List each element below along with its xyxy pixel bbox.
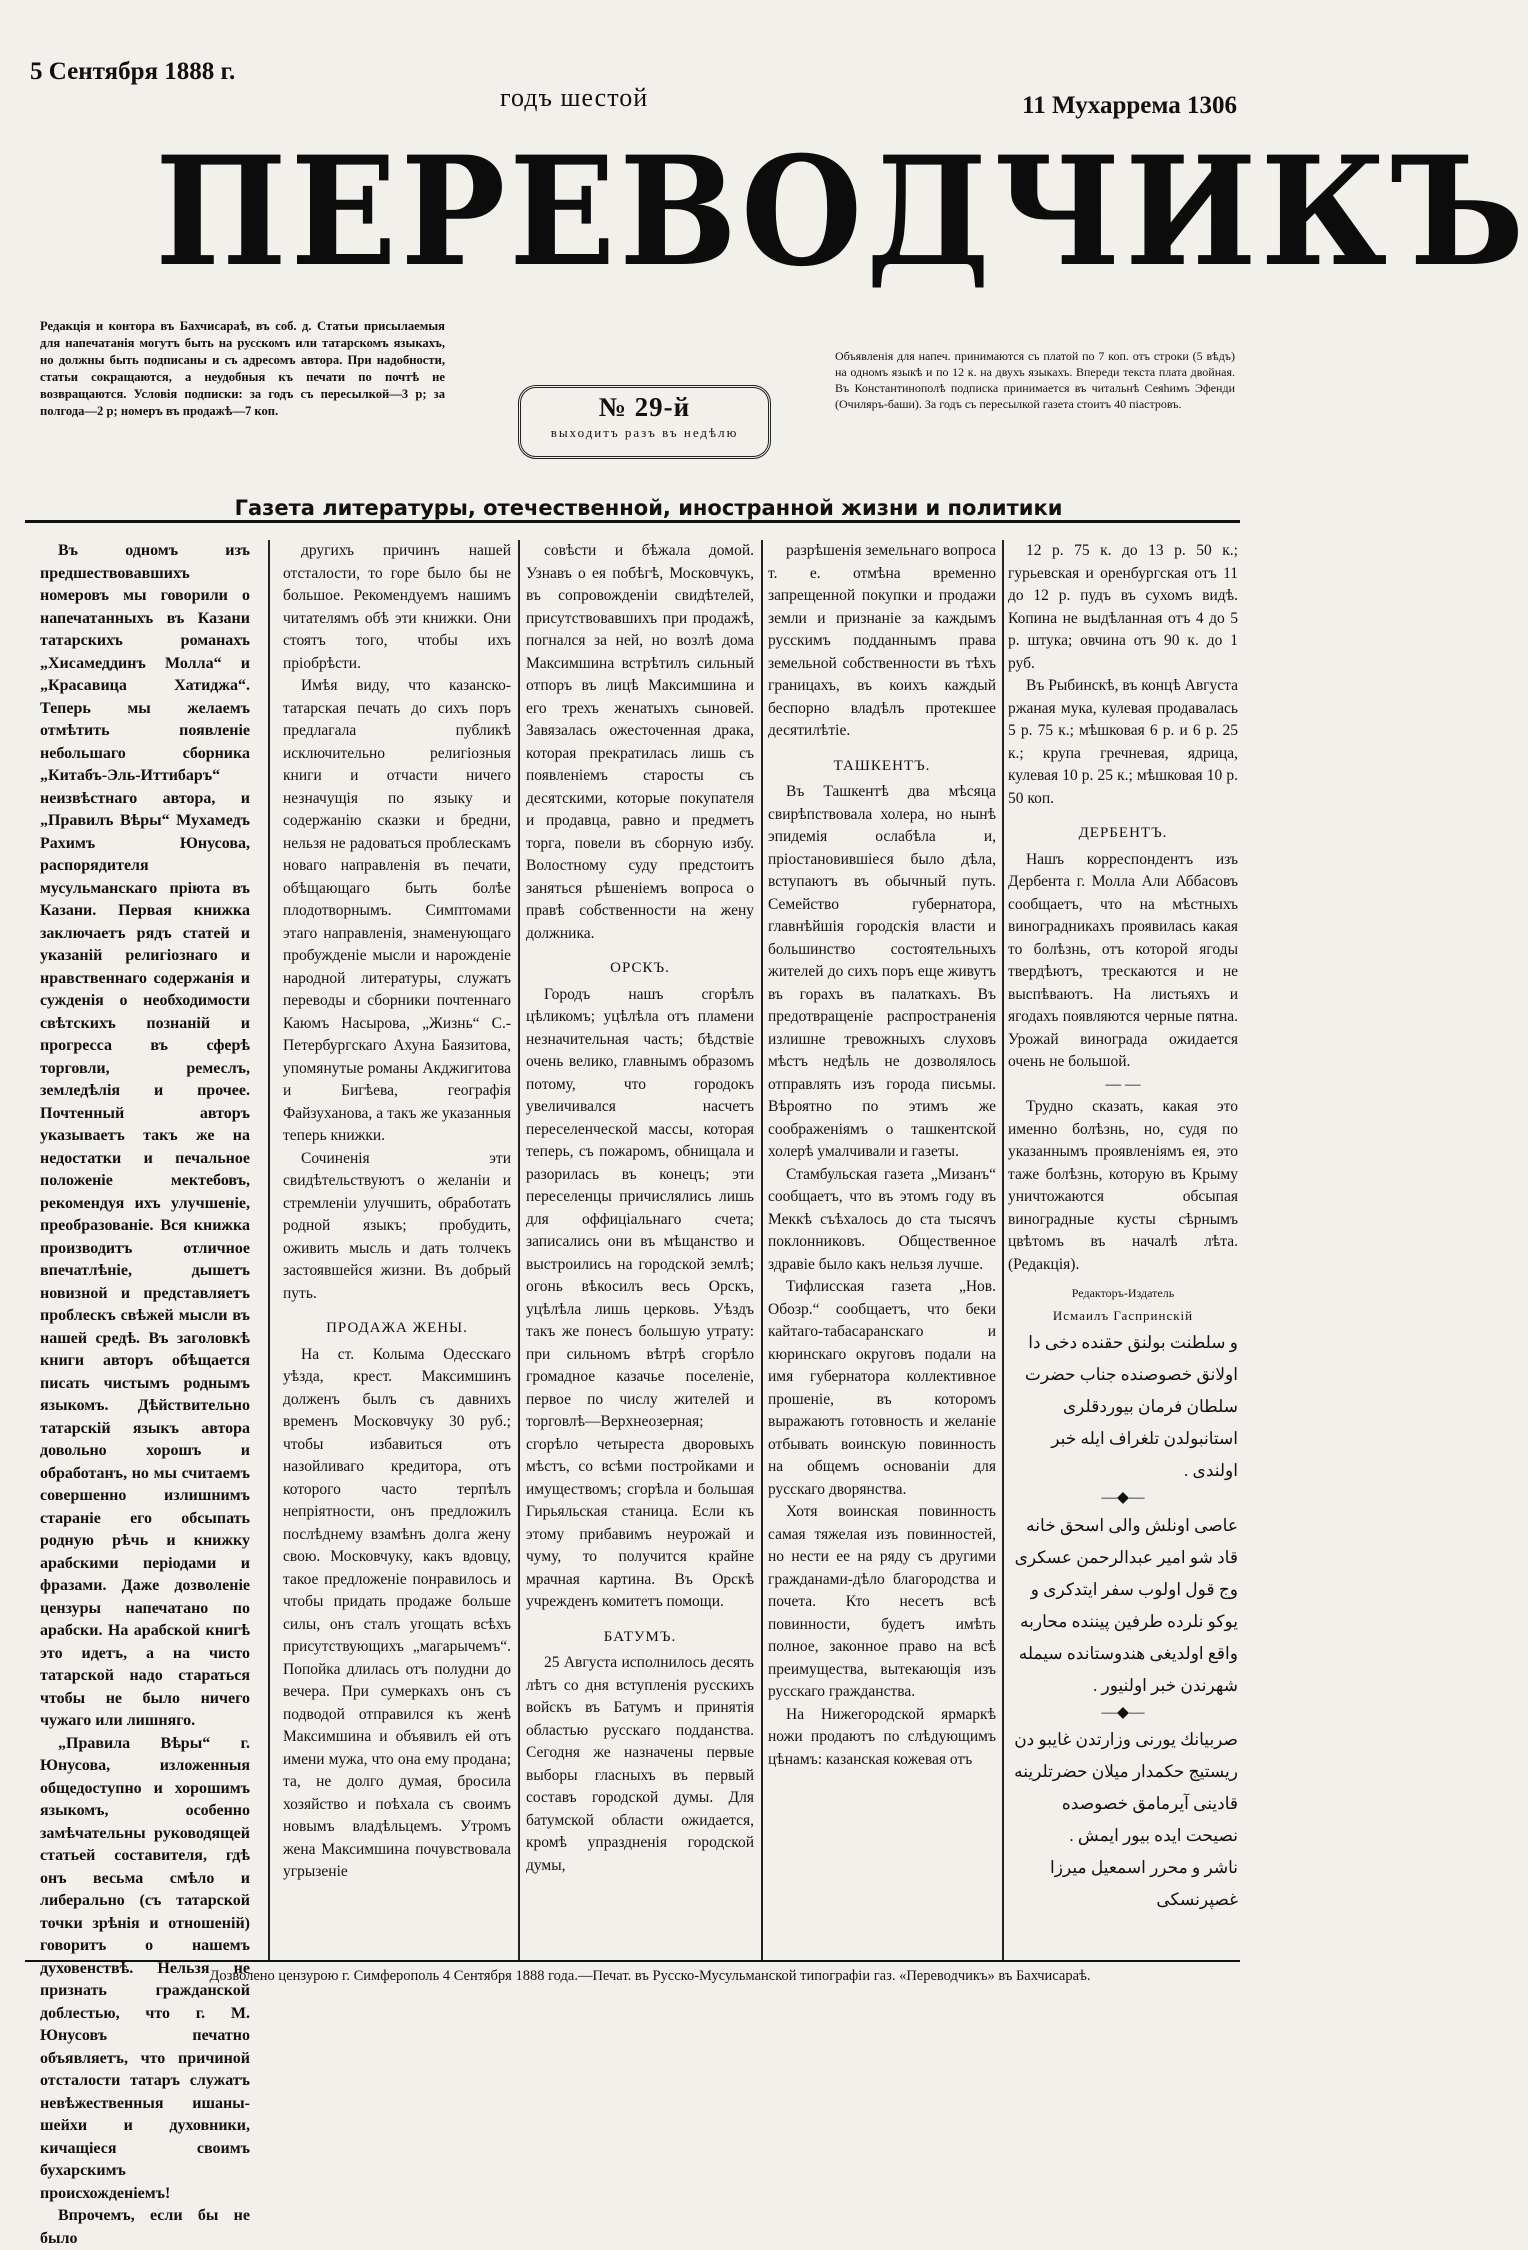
- footer-rule: [25, 1960, 1240, 1962]
- article-paragraph: Городъ нашъ сгорѣлъ цѣликомъ; уцѣлѣла отъ пламени незначительная часть; бѣдствіе очень велико, главнымъ образомъ потому, что городокъ увеличивался насчетъ переселенческой массы, которая теперь, съ пожаромъ, обнищала и разорилась въ конецъ; эти переселенцы причислялись лишь для оффиціальнаго счета; записались они въ мѣщанство и выстроились на городской землѣ; огонь вѣкосилъ весь Орскъ, уцѣлѣла лишь церковь. Уѣздъ такъ же понесъ большую утрату: при сильномъ вѣтрѣ сгорѣло громадное казачье поселеніе, первое по числу жителей и торговлѣ—Верхнеозерная; сгорѣло четыреста дворовыхъ мѣстъ, со всѣми постройками и имуществомъ; сгорѣла и большая Гирьяльская станица. Если къ этому прибавимъ неурожай и чуму, то получится крайне мрачная картина. Въ Орскѣ учрежденъ комитетъ помощи.: [526, 985, 754, 1610]
- column-5: [1008, 540, 1238, 1958]
- tatar-news-item: و سلطنت بولنق حقنده دخی دا اولانق خصوصنده جناب حضرت سلطان فرمان بیوردقلری استانبولدن تلغراف ایله خبر اولندی .: [1024, 1333, 1238, 1480]
- header-rule: [25, 520, 1240, 523]
- ornament-divider: —◆—: [1101, 1703, 1145, 1721]
- article-paragraph: На Нижегородской ярмаркѣ ножи продаютъ по слѣдующимъ цѣнамъ: казанская кожевая отъ: [768, 1705, 996, 1768]
- section-heading-derbent: ДЕРБЕНТЪ.: [1078, 825, 1168, 841]
- article-paragraph: Имѣя виду, что казанско-татарская печать до сихъ поръ предлагала публикѣ исключительно религіозныя книги и отчасти ничего незначущія по языку и содержанію сказки и бредни, нельзя не радоваться проблескамъ новаго направленія въ печати, обѣщающаго быть болѣе плодотворнымъ. Симптомами этаго направленія, знаменующаго пробужденіе мысли и нарожденіе народной литературы, служатъ переводы и сборники почтеннаго Каюмъ Насырова, „Жизнь“ С.-Петербургскаго Ахуна Баязитова, упомянутые романы Акджигитова и Бигѣева, географія Файзуханова, а такъ же указанныя теперь книжки.: [283, 677, 511, 1144]
- column-divider: [1002, 540, 1004, 1960]
- publisher-name: Исмаилъ Гаспринскій: [1052, 1307, 1194, 1323]
- article-paragraph: Сочиненія эти свидѣтельствуютъ о желаніи и стремленіи улучшить, обработать родной языкъ; пробудить, оживить мысль и дать толчекъ застоявшейся жизни. Въ добрый путь.: [283, 1149, 511, 1302]
- newspaper-title: ПЕРЕВОДЧИКЪ: [155, 124, 1528, 300]
- article-paragraph: Впрочемъ, если бы не было: [40, 2207, 250, 2247]
- column-divider: [761, 540, 763, 1960]
- issue-box: [518, 385, 771, 459]
- column-1: [40, 540, 250, 2247]
- date-left: 5 Сентября 1888 г.: [30, 58, 236, 85]
- tatar-news-item: عاصی اونلش والی اسحق خانه قاد شو امیر عبدالرحمن عسکری وج قول اولوب سفر ایتدکری و یوکو نلرده طرفین پیننده محاربه واقع اولدیغی هندوستانده سیمله شهرندن خبر اولنیور .: [1014, 1515, 1238, 1695]
- article-paragraph: разрѣшенія земельнаго вопроса т. е. отмѣна временно запрещенной покупки и продажи земли и признаніе за каждымъ русскимъ подданнымъ права земельной собственности въ тѣхъ границахъ, въ коихъ каждый беспорно владѣлъ протекшее десятилѣтіе.: [768, 542, 996, 739]
- article-paragraph: Трудно сказать, какая это именно болѣзнь, но, судя по указаннымъ проявленіямъ ея, это таже болѣзнь, которую въ Крыму уничтожаются обсыпая виноградные кусты сѣрнымъ цвѣтомъ въ началѣ лѣта. (Редакція).: [1008, 1098, 1238, 1273]
- article-paragraph: На ст. Колыма Одесскаго уѣзда, крест. Максимшинъ долженъ былъ съ давнихъ временъ Московчуку 30 руб.; чтобы избавиться отъ назойливаго кредитора, отъ которого часто терпѣлъ непріятности, онъ предложилъ послѣднему взамѣнъ долга жену свою. Московчуку, какъ вдовцу, такое предложеніе понравилось и чтобы придать продаже больше силы, онъ сталъ угощать всѣхъ присутствующихъ „магарычемъ“. Попойка длилась отъ полудни до вечера. При сумеркахъ онъ съ подводой отправился къ женѣ Максимшина и объявилъ ей отъ имени мужа, что она ему продана; та, не долго думая, бросила хозяйство и поѣхала съ своимъ новымъ владѣльцемъ. Утромъ жена Максимшина почувствовала угрызеніе: [283, 1345, 511, 1880]
- article-paragraph: Въ Рыбинскѣ, въ концѣ Августа ржаная мука, кулевая продавалась 5 р. 75 к.; мѣшковая 6 р. и 6 р. 25 к.; крупа гречневая, ядрица, кулевая 10 р. 25 к.; мѣшковая 10 р. 50 коп.: [1008, 677, 1238, 807]
- article-paragraph: совѣсти и бѣжала домой. Узнавъ о ея побѣгѣ, Московчукъ, въ сопровожденіи свидѣтелей, присутствовавшихъ при продажѣ, погнался за ней, но возлѣ дома Максимшина встрѣтилъ сильный отпоръ въ лицѣ Максимшина и его трехъ женатыхъ сыновей. Завязалась ожесточенная драка, которая прекратилась лишь съ появленіемъ старосты съ десятскими, которые покупателя и продавца, равно и предметъ торга, повели въ сборную избу. Волостному суду предстоитъ заняться рѣшеніемъ вопроса о правѣ собственности на жену должника.: [526, 542, 754, 942]
- column-3: [526, 540, 754, 1958]
- article-paragraph: Хотя воинская повинность самая тяжелая изъ повинностей, но нести ее на ряду съ другими гражданами-дѣло благородства и почета. Кто несетъ всѣ повинности, будетъ имѣть полное, законное право на всѣ преимущества, вытекающія изъ русскаго гражданства.: [768, 1503, 996, 1700]
- article-paragraph: Тифлисская газета „Нов. Обозр.“ сообщаетъ, что беки кайтаго-табасаранскаго и кюринскаго округовъ подали на имя губернатора коллективное прошеніе, въ которомъ выражаютъ готовность и желаніе отбывать воинскую повинность на общемъ основаніи для русскаго дворянства.: [768, 1278, 996, 1498]
- tatar-news-item: صربیانك یورنی وزارتدن غایبو دن ریستیج حکمدار میلان حضرتلرینه قادینی آیرمامق خصوصده نصیحت ایده بیور ایمش .: [1014, 1730, 1238, 1845]
- advertising-info: Объявленія для напеч. принимаются съ платой по 7 коп. отъ строки (5 вѣдъ) на одномъ языкѣ и по 12 к. на двухъ языкахъ. Впереди текста плата двойная. Въ Константинополѣ подписка принимается въ читальнѣ Сеяhимъ Эфенди (Очиляръ-баши). За годъ съ пересылкой газета стоитъ 40 піастровъ.: [835, 349, 1235, 411]
- section-heading-tashkent: ТАШКЕНТЪ.: [833, 757, 931, 774]
- article-paragraph: Въ одномъ изъ предшествовавшихъ номеровъ мы говорили о напечатанныхъ въ Казани татарскихъ романахъ „Хисамеддинъ Молла“ и „Красавица Хатиджа“. Теперь мы желаемъ отмѣтить появленіе небольшаго сборника „Китабъ-Эль-Иттибаръ“ неизвѣстнаго автора, и „Правилъ Вѣры“ Мухамедъ Рахимъ Юнусова, распорядителя мусульманскаго пріюта въ Казани. Первая книжка заключаетъ рядъ статей и указаній религіознаго и нравственнаго содержанія и сужденія о необходимости свѣтскихъ познаній и прогресса въ сферѣ торговли, ремеслъ, земледѣлія и прочее. Почтенный авторъ указываетъ такъ же на недостатки и печальное положеніе мектебовъ, рекомендуя ихъ улучшеніе, преобразованіе. Вся книжка производитъ отличное впечатлѣніе, дышетъ новизной и представляетъ проблескъ свѣжей мысли въ нашей средѣ. Въ заголовкѣ книги авторъ обѣщается писать чистымъ роднымъ языкомъ. Дѣйствительно татарскій языкъ автора довольно хорошъ и обработанъ, но мы считаемъ совершенно излишнимъ стараніе его обсыпать родную рѣчь и книжку арабскими періодами и фразами. Даже дозволеніе цензуры напечатано по арабски. На арабской книгѣ это идетъ, а на чисто татарской надо стараться чтобы не было ничего чужаго или лишняго.: [40, 542, 250, 1729]
- article-paragraph: Нашъ корреспондентъ изъ Дербента г. Молла Али Аббасовъ сообщаетъ, что на мѣстныхъ виноградникахъ проявилась какая то болѣзнь, отъ которой ягоды твердѣютъ, трескаются и не выспѣваютъ. На листьяхъ и ягодахъ появляются черные пятна. Урожай винограда ожидается очень не большой.: [1008, 850, 1238, 1070]
- article-paragraph: 25 Августа исполнилось десять лѣтъ со дня вступленія русскихъ войскъ въ Батумъ и принятія областью русскаго подданства. Сегодня же назначены первые выборы гласныхъ въ первый составъ городской думы. Для батумской области ожидается, кромѣ упраздненія городской думы,: [526, 1654, 754, 1874]
- article-paragraph: Въ Ташкентѣ два мѣсяца свирѣпствовала холера, но нынѣ эпидемія ослабѣла и, пріостановившіеся было дѣла, вступаютъ въ обычный путь. Семейство губернатора, главнѣйшія городскія власти и большинство состоятельныхъ жителей до сихъ поръ еще живутъ въ горахъ въ палаткахъ. Въ предотвращеніе распространенія излишне тревожныхъ слуховъ мѣстъ недѣль не дозволялось отправлять изъ города письмы. Вѣроятно по этимъ же соображеніямъ о ташкентской холерѣ умалчивали и газеты.: [768, 783, 996, 1160]
- editorial-info: Редакція и контора въ Бахчисараѣ, въ соб. д. Статьи присылаемыя для напечатанія могутъ быть на русскомъ или татарскомъ языкахъ, но должны быть подписаны и съ адресомъ автора. При надобности, статьи сокращаются, а неудобныя къ печати по почтѣ не возвращаются. Условія подписки: за годъ съ пересылкой—3 р; за полгода—2 р; номеръ въ продажѣ—7 коп.: [40, 319, 445, 418]
- date-right: 11 Мухаррема 1306: [1022, 92, 1237, 119]
- article-paragraph: другихъ причинъ нашей отсталости, то горе было бы не большое. Рекомендуемъ нашимъ читателямъ обѣ эти книжки. Они стоятъ того, чтобы ихъ пріобрѣсти.: [283, 542, 511, 672]
- column-4: [768, 540, 996, 1958]
- year-label: годъ шестой: [500, 83, 649, 112]
- article-paragraph: Стамбульская газета „Мизанъ“ сообщаетъ, что въ этомъ году въ Меккѣ съѣхалось до ста тысячъ поклонниковъ. Общественное здравіе было какъ нельзя лучше.: [768, 1165, 996, 1273]
- issue-number: № 29-й: [598, 392, 691, 422]
- newspaper-subtitle: Газета литературы, отечественной, иностранной жизни и политики: [234, 496, 1063, 520]
- ornament-divider: —◆—: [1101, 1489, 1145, 1506]
- publisher-label: Редакторъ-Издатель: [1071, 1286, 1175, 1300]
- column-divider: [268, 540, 270, 1960]
- article-paragraph: „Правила Вѣры“ г. Юнусова, изложенныя общедоступно и хорошимъ языкомъ, особенно замѣчательны руководящей статьей составителя, гдѣ онъ весьма смѣло и либерально (съ татарской точки зрѣнія и отношеній) говоритъ о нашемъ духовенствѣ. Нельзя не признать гражданской доблестью, что г. М. Юнусовъ печатно объявляетъ, что причиной отсталости татаръ служатъ невѣжественныя ишаны-шейхи и духовники, кичащіеся своимъ бухарскимъ происхожденіемъ!: [40, 1734, 250, 2202]
- section-heading-wife-sale: ПРОДАЖА ЖЕНЫ.: [326, 1320, 468, 1336]
- section-heading-batum: БАТУМЪ.: [603, 1628, 677, 1645]
- column-divider: [518, 540, 520, 1960]
- section-heading-orsk: ОРСКЪ.: [610, 960, 670, 976]
- article-paragraph: 12 р. 75 к. до 13 р. 50 к.; гурьевская и оренбургская отъ 11 до 12 р. пудъ въ сухомъ видѣ. Копина не выдѣланная отъ 4 до 5 р. штука; овчина отъ 90 к. до 1 руб.: [1008, 542, 1238, 672]
- censorship-footer: Дозволено цензурою г. Симферополь 4 Сентября 1888 года.—Печат. въ Русско-Мусульманской типографіи газ. «Переводчикъ» въ Бахчисараѣ.: [209, 1968, 1091, 1984]
- tatar-publisher-line: ناشر و محرر اسمعیل میرزا غصپرنسکی: [1050, 1858, 1238, 1909]
- issue-frequency: выходитъ разъ въ недѣлю: [550, 425, 739, 440]
- column-2: [283, 540, 511, 1958]
- dash-divider: — —: [1105, 1075, 1141, 1093]
